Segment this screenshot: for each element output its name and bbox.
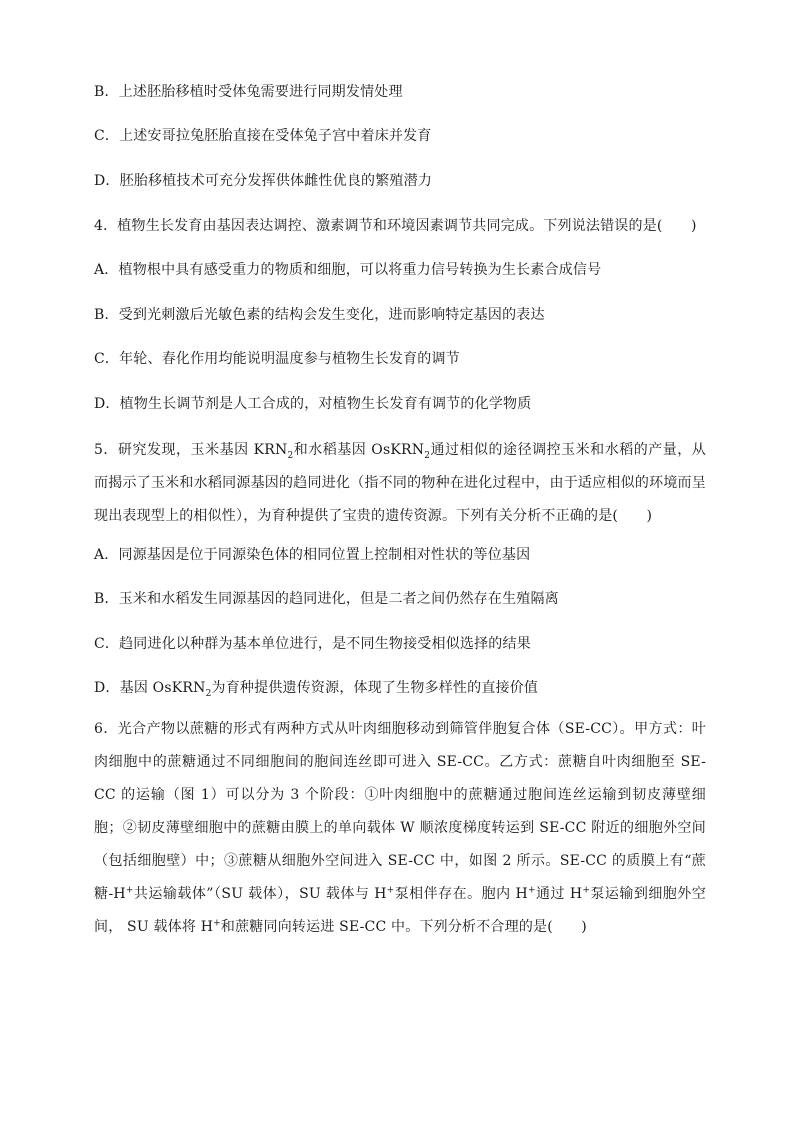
q5-stem-sub2: 2 <box>424 450 431 461</box>
q6-stem-part1: 6．光合产物以蔗糖的形式有两种方式从叶肉细胞移动到筛管伴胞复合体（SE-CC）。甲方式：叶肉细胞中的蔗糖通过不同细胞间的胞间连丝即可进入 SE-CC。乙方式：蔗糖自叶肉细胞至 SE-CC 的运输（图 1）可以分为 3 个阶段：①叶肉细胞中的蔗糖通过胞间连丝运输到韧皮薄壁细胞；②韧皮薄壁细胞中的蔗糖由膜上的单向载体 W 顺浓度梯度转运到 SE-CC 附近的细胞外空间（包括细胞壁）中；③蔗糖从细胞外空间进入 SE-CC 中，如图 2 所示。SE-CC 的质膜上有“蔗糖-H <box>94 721 706 902</box>
q6-stem-part2: 共运输载体”（SU 载体），SU 载体与 H <box>133 886 387 902</box>
q6-stem-part4: 通过 H <box>535 886 583 902</box>
q3-option-c: C．上述安哥拉兔胚胎直接在受体兔子宫中着床并发育 <box>94 128 432 144</box>
q6-stem-sup2: + <box>386 885 395 896</box>
q4-stem: 4．植物生长发育由基因表达调控、激素调节和环境因素调节共同完成。下列说法错误的是( ) <box>94 218 697 234</box>
q5-option-d-sub: 2 <box>205 688 212 699</box>
q5-option-d-part2: 为育种提供遗传资源，体现了生物多样性的直接价值 <box>211 680 539 696</box>
q6-stem-part3: 泵相伴存在。胞内 H <box>394 886 528 902</box>
q5-option-d <box>94 678 706 698</box>
q6-stem-sup1: + <box>125 885 134 896</box>
q6-stem-sup5: + <box>213 918 221 929</box>
q5-option-c: C．趋同进化以种群为基本单位进行，是不同生物接受相似选择的结果 <box>94 636 531 652</box>
q4-option-b: B．受到光刺激后光敏色素的结构会发生变化，进而影响特定基因的表达 <box>94 307 545 323</box>
q4-option-d: D．植物生长调节剂是人工合成的，对植物生长发育有调节的化学物质 <box>94 396 532 412</box>
q5-option-b: B．玉米和水稻发生同源基因的趋同进化，但是二者之间仍然存在生殖隔离 <box>94 591 559 607</box>
q4-option-a: A．植物根中具有感受重力的物质和细胞，可以将重力信号转换为生长素合成信号 <box>94 262 602 278</box>
q6-stem-sup3: + <box>527 885 536 896</box>
q6-stem-sup4: + <box>582 885 591 896</box>
q5-stem-part2: 和水稻基因 OsKRN <box>293 442 425 458</box>
q6-stem-part5: 泵运输到细胞外空间， SU 载体将 H <box>94 886 706 935</box>
q5-stem-part3: 通过相似的途径调控玉米和水稻的产量，从而揭示了玉米和水稻同源基因的趋同进化（指不同的物种在进化过程中，由于适应相似的环境而呈现出表现型上的相似性），为育种提供了宝贵的遗传资源。下列有关分析不正确的是( ) <box>94 442 707 524</box>
q6-stem-part6: 和蔗糖同向转运进 SE-CC 中。下列分析不合理的是( ) <box>220 919 587 935</box>
q3-option-b: B．上述胚胎移植时受体兔需要进行同期发情处理 <box>94 84 403 100</box>
q5-stem <box>94 434 706 534</box>
q5-option-d-part1: D．基因 OsKRN <box>94 680 206 696</box>
q5-stem-sub1: 2 <box>287 450 294 461</box>
q6-stem <box>94 713 706 945</box>
q4-option-c: C．年轮、春化作用均能说明温度参与植物生长发育的调节 <box>94 351 460 367</box>
q5-stem-part1: 5．研究发现，玉米基因 KRN <box>94 442 288 458</box>
q5-option-a: A．同源基因是位于同源染色体的相同位置上控制相对性状的等位基因 <box>94 547 531 563</box>
q3-option-d: D．胚胎移植技术可充分发挥供体雌性优良的繁殖潜力 <box>94 173 433 189</box>
